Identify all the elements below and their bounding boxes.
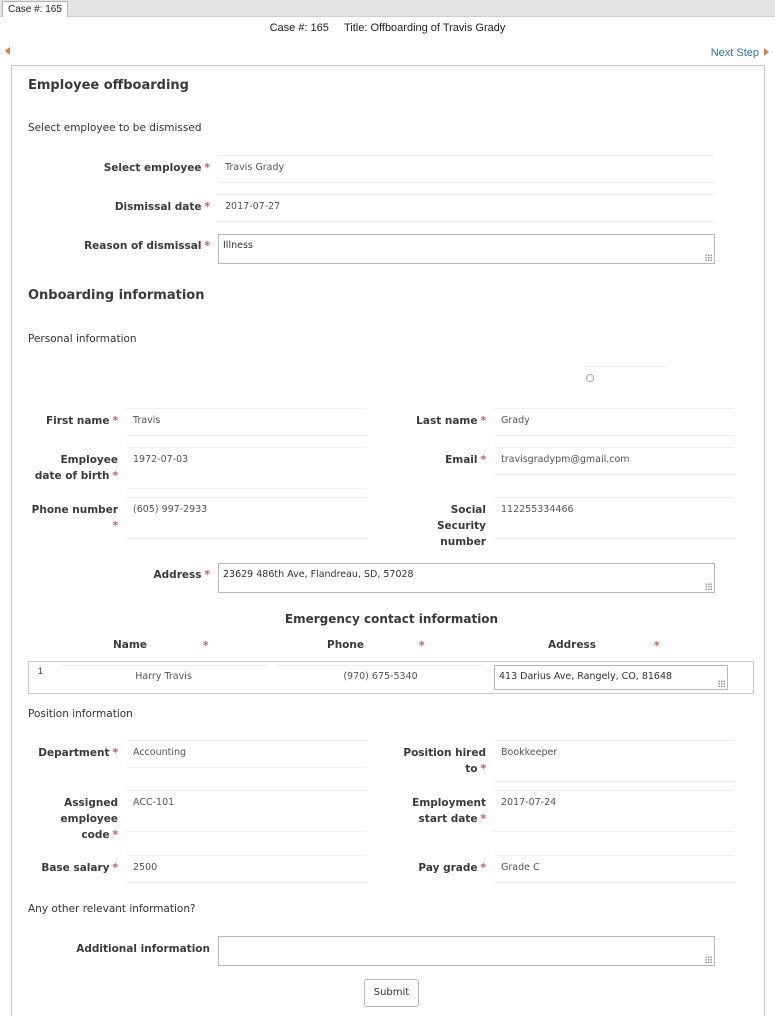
dismissal-date-label: Dismissal date * [114,201,210,213]
additional-info-textarea[interactable] [218,936,715,966]
case-number: Case #: 165 [269,22,329,34]
pay-grade-label: Pay grade * [418,862,486,874]
resize-handle-icon[interactable] [705,583,712,590]
next-step-link[interactable]: Next Step [710,47,759,59]
additional-info-label: Additional information [76,943,210,955]
ssn-label: Social Security number [436,504,486,548]
table-row [28,661,754,694]
position-hired-field[interactable]: Bookkeeper [494,740,734,782]
base-salary-label: Base salary * [41,862,118,874]
ssn-field[interactable]: 112255334466 [494,497,734,539]
submit-button[interactable]: Submit [364,979,419,1007]
personal-info-title: Personal information [28,333,137,345]
onboarding-title: Onboarding information [28,288,205,303]
emergency-name-cell[interactable]: Harry Travis [60,665,267,690]
last-name-label: Last name * [416,415,486,427]
emergency-title: Emergency contact information [284,612,499,626]
required-marker: * [654,640,660,652]
required-marker: * [419,640,425,652]
start-date-field[interactable]: 2017-07-24 [494,790,734,832]
dob-label: Employee date of birth * [34,454,118,482]
email-field[interactable]: travisgradypm@gmail.com [494,447,734,475]
department-field[interactable]: Accounting [126,740,367,768]
base-salary-field[interactable]: 2500 [126,855,367,883]
resize-handle-icon[interactable] [718,680,725,687]
radio-icon [586,374,594,382]
employee-code-field[interactable]: ACC-101 [126,790,367,832]
toggle-control[interactable] [584,366,668,386]
pay-grade-field[interactable]: Grade C [494,855,734,883]
emergency-phone-cell[interactable]: (970) 675-5340 [277,665,484,690]
select-employee-label: Select employee * [103,162,210,174]
address-textarea[interactable]: 23629 486th Ave, Flandreau, SD, 57028 [218,563,715,593]
column-header-name: Name [113,639,147,651]
dismissal-date-field[interactable]: 2017-07-27 [218,194,715,222]
reason-label: Reason of dismissal * [84,240,210,252]
tab-bar [0,0,775,17]
first-name-label: First name * [46,415,118,427]
row-number: 1 [38,666,44,676]
resize-handle-icon[interactable] [705,956,712,963]
start-date-label: Employment start date * [412,797,486,825]
position-info-title: Position information [28,708,133,720]
last-name-field[interactable]: Grady [494,408,734,436]
other-info-title: Any other relevant information? [28,903,196,915]
department-label: Department * [38,747,118,759]
resize-handle-icon[interactable] [705,254,712,261]
case-header [0,22,775,34]
dob-field[interactable]: 1972-07-03 [126,447,367,489]
reason-textarea[interactable]: Illness [218,234,715,264]
case-title: Title: Offboarding of Travis Grady [343,22,506,34]
position-hired-label: Position hired to * [403,747,486,775]
next-step-arrow-icon[interactable] [764,48,769,56]
tab-case[interactable]: Case #: 165 [2,1,68,17]
column-header-address: Address [548,639,596,651]
offboarding-title: Employee offboarding [28,78,189,93]
select-employee-field[interactable]: Travis Grady [218,155,715,183]
phone-label: Phone number * [31,504,118,532]
address-label: Address * [153,569,210,581]
phone-field[interactable]: (605) 997-2933 [126,497,367,539]
required-marker: * [203,640,209,652]
prev-step-arrow-icon[interactable] [5,47,10,55]
email-label: Email * [445,454,486,466]
offboarding-subtitle: Select employee to be dismissed [28,122,202,134]
first-name-field[interactable]: Travis [126,408,367,436]
column-header-phone: Phone [327,639,364,651]
employee-code-label: Assigned employee code * [60,797,118,841]
emergency-address-cell[interactable]: 413 Darius Ave, Rangely, CO, 81648 [494,665,728,690]
